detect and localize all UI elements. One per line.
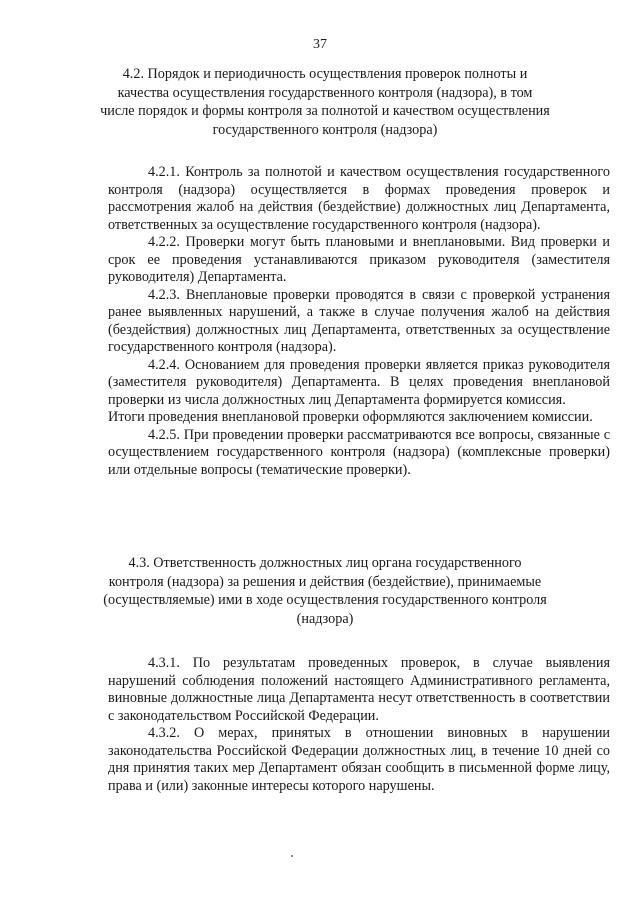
paragraph-4-2-3: 4.2.3. Внеплановые проверки проводятся в связи с проверкой устранения ранее выявленных нарушений, а также в случае получения жалоб на действия (бездействия) должностных лиц Департамента, ответственных за осуществление государственного контроля (надзора). (108, 286, 610, 355)
paragraph-4-2-2: 4.2.2. Проверки могут быть плановыми и внеплановыми. Вид проверки и срок ее проведения устанавливаются приказом руководителя (заместителя руководителя) Департамента. (108, 234, 610, 285)
section-4-2-body (108, 164, 610, 479)
paragraph-4-2-4-results: Итоги проведения внеплановой проверки оформляются заключением комиссии. (108, 409, 593, 425)
page-number: 37 (313, 37, 327, 52)
section-4-3-body (108, 655, 610, 795)
paragraph-4-2-4: 4.2.4. Основанием для проведения проверки является приказ руководителя (заместителя руководителя) Департамента. В целях проведения внеплановой проверки из числа должностных лиц Департамента формируется комиссия. (108, 356, 610, 408)
paragraph-4-3-2: 4.3.2. О мерах, принятых в отношении виновных в нарушении законодательства Российской Федерации должностных лиц, в течение 10 дней со дня принятия таких мер Департамент обязан сообщить в письменной форме лицу, права и (или) законные интересы которого нарушены. (108, 725, 610, 794)
paragraph-4-3-1: 4.3.1. По результатам проведенных проверок, в случае выявления нарушений соблюдения положений настоящего Административного регламента, виновные должностные лица Департамента несут ответственность в соответствии с законодательством Российской Федерации. (108, 655, 610, 724)
section-4-2-heading: 4.2. Порядок и периодичность осуществления проверок полноты и качества осуществления государственного контроля (надзора), в том числе порядок и формы контроля за полнотой и качеством осуществления государственного контроля (надзора) (100, 66, 550, 138)
section-4-3-heading: 4.3. Ответственность должностных лиц органа государственного контроля (надзора) за решения и действия (бездействие), принимаемые (осуществляемые) ими в ходе осуществления государственного контроля (надзора) (103, 555, 547, 627)
paragraph-4-2-5: 4.2.5. При проведении проверки рассматриваются все вопросы, связанные с осуществлением государственного контроля (надзора) (комплексные проверки) или отдельные вопросы (тематические проверки). (108, 426, 610, 478)
scan-dot (291, 855, 293, 857)
paragraph-4-2-1: 4.2.1. Контроль за полнотой и качеством осуществления государственного контроля (надзора) осуществляется в формах проведения проверок и рассмотрения жалоб на действия (бездействие) должностных лиц Департамента, ответственных за осуществление государственного контроля (надзора). (108, 164, 610, 233)
